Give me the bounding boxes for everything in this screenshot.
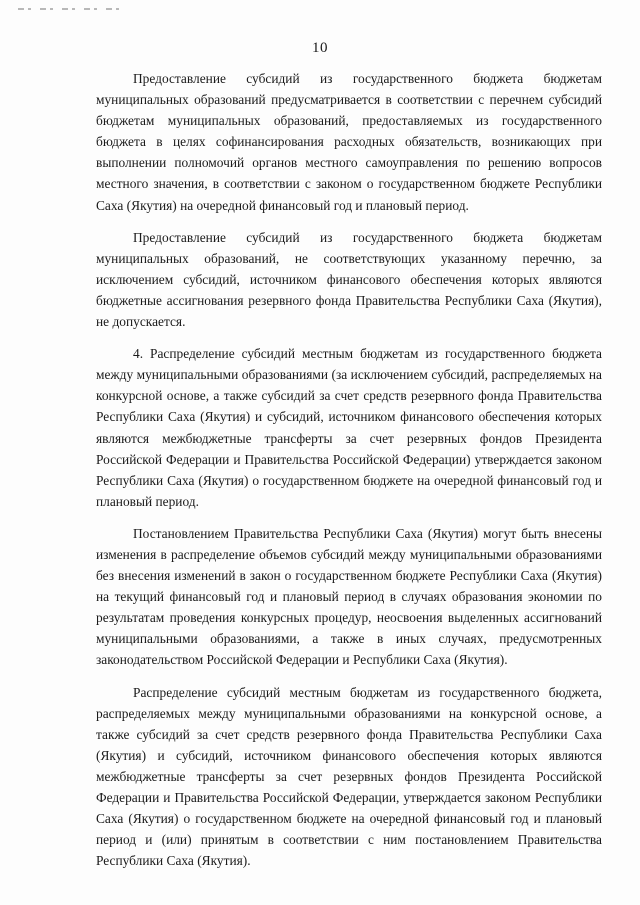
paragraph-item-4-distribution: 4. Распределение субсидий местным бюджетам из государственного бюджета между муниципальными образованиями (за исключением субсидий, распределяемых на конкурсной основе, а также субсидий за счет средств резервного фонда Правительства Республики Саха (Якутия) и субсидий, источником финансового обеспечения которых являются межбюджетные трансферты за счет резервных фондов Президента Российской Федерации и Правительства Российской Федерации) утверждается законом Республики Саха (Якутия) о государственном бюджете на очередной финансовый год и плановый период.	[96, 346, 602, 509]
paragraph-competitive-distribution: Распределение субсидий местным бюджетам из государственного бюджета, распределяемых между муниципальными образованиями на конкурсной основе, а также субсидий за счет средств резервного фонда Правительства Республики Саха (Якутия) и субсидий, источником финансового обеспечения которых являются межбюджетные трансферты за счет резервных фондов Президента Российской Федерации и Правительства Российской Федерации, утверждается законом Республики Саха (Якутия) о государственном бюджете на очередной финансовый год и плановый период и (или) принятым в соответствии с ним постановлением Правительства Республики Саха (Якутия).	[96, 684, 602, 869]
paragraph-government-resolution: Постановлением Правительства Республики Саха (Якутия) могут быть внесены изменения в распределение объемов субсидий между муниципальными образованиями без внесения изменений в закон о государственном бюджете Республики Саха (Якутия) на текущий финансовый год и плановый период в случаях образования экономии по результатам проведения конкурсных процедур, неосвоения выделенных ассигнований муниципальными образованиями, а также в иных случаях, предусмотренных законодательством Российской Федерации и Республики Саха (Якутия).	[96, 525, 602, 668]
paragraph-subsidy-exclusion: Предоставление субсидий из государственного бюджета бюджетам муниципальных образований, не соответствующих указанному перечню, за исключением субсидий, источником финансового обеспечения которых являются бюджетные ассигнования резервного фонда Правительства Республики Саха (Якутия), не допускается.	[96, 229, 602, 330]
paragraph-subsidy-list: Предоставление субсидий из государственного бюджета бюджетам муниципальных образований предусматривается в соответствии с перечнем субсидий бюджетам муниципальных образований, предоставляемых из государственного бюджета в целях софинансирования расходных обязательств, возникающих при выполнении полномочий органов местного самоуправления по решению вопросов местного значения, в соответствии с законом о государственном бюджете Республики Саха (Якутия) на очередной финансовый год и плановый период.	[96, 71, 602, 213]
document-body	[96, 68, 602, 882]
page-number: 10	[312, 40, 328, 56]
scan-artifact-mark	[18, 8, 128, 10]
